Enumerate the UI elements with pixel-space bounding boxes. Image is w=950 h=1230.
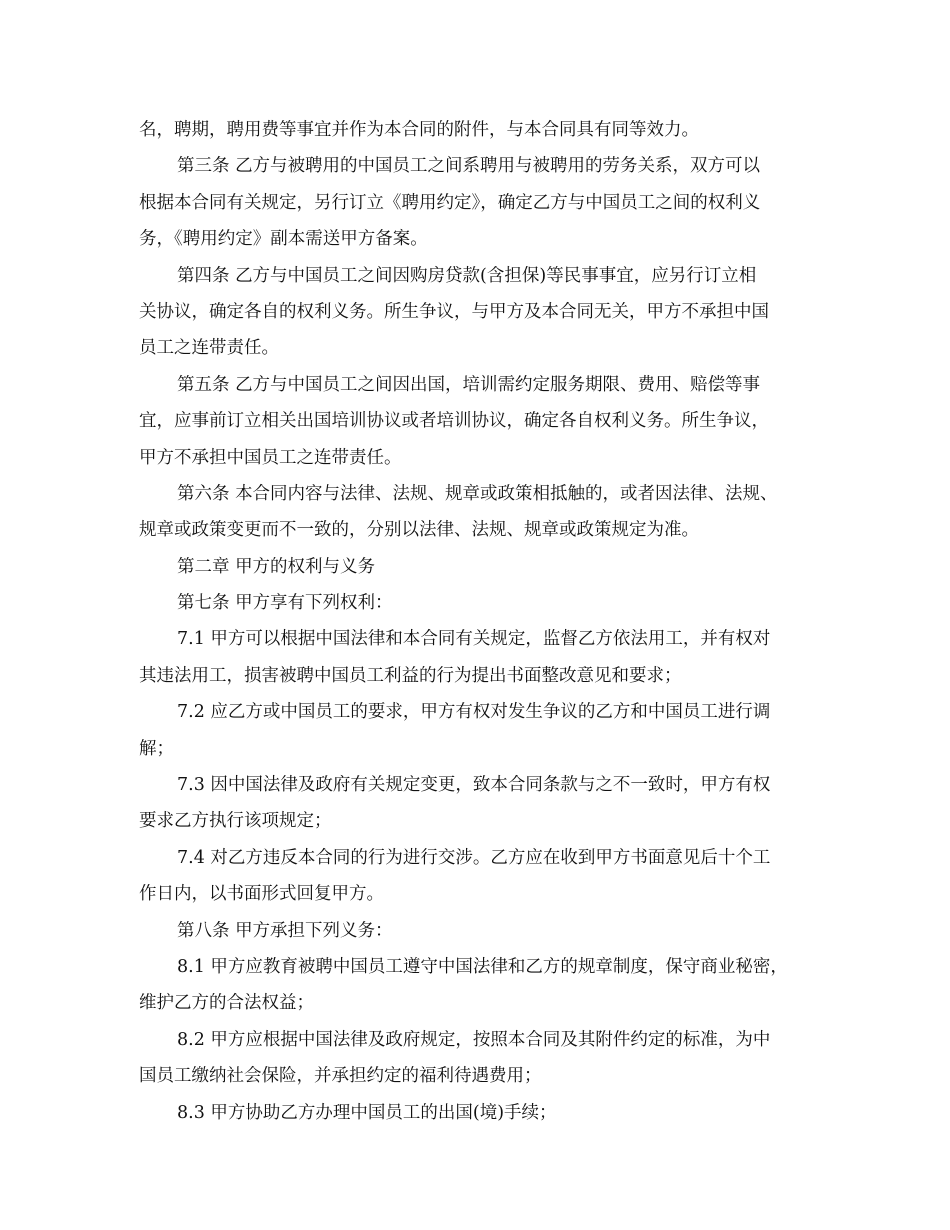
text-line: 规章或政策变更而不一致的，分别以法律、法规、规章或政策规定为准。 bbox=[139, 520, 699, 541]
text-line: 8.2 甲方应根据中国法律及政府规定，按照本合同及其附件约定的标准，为中 bbox=[177, 1029, 771, 1050]
text-line: 7.3 因中国法律及政府有关规定变更，致本合同条款与之不一致时，甲方有权 bbox=[177, 775, 771, 796]
text-line: 第六条 本合同内容与法律、法规、规章或政策相抵触的，或者因法律、法规、 bbox=[177, 483, 778, 504]
text-line: 7.4 对乙方违反本合同的行为进行交涉。乙方应在收到甲方书面意见后十个工 bbox=[177, 847, 771, 868]
text-line: 国员工缴纳社会保险，并承担约定的福利待遇费用； bbox=[139, 1066, 542, 1087]
text-line: 维护乙方的合法权益； bbox=[139, 993, 314, 1014]
text-line: 根据本合同有关规定，另行订立《聘用约定》，确定乙方与中国员工之间的权利义 bbox=[139, 192, 761, 213]
text-line: 宜，应事前订立相关出国培训协议或者培训协议，确定各自权利义务。所生争议， bbox=[139, 411, 769, 432]
text-line: 8.1 甲方应教育被聘中国员工遵守中国法律和乙方的规章制度，保守商业秘密， bbox=[177, 956, 788, 977]
text-line: 甲方不承担中国员工之连带责任。 bbox=[139, 447, 402, 468]
text-line: 名，聘期，聘用费等事宜并作为本合同的附件，与本合同具有同等效力。 bbox=[139, 120, 699, 140]
text-line: 第七条 甲方享有下列权利： bbox=[177, 593, 393, 614]
text-line: 要求乙方执行该项规定； bbox=[139, 811, 332, 832]
text-line: 务，《聘用约定》副本需送甲方备案。 bbox=[139, 229, 428, 250]
text-line: 7.1 甲方可以根据中国法律和本合同有关规定，监督乙方依法用工，并有权对 bbox=[177, 629, 771, 650]
text-line: 其违法用工，损害被聘中国员工利益的行为提出书面整改意见和要求； bbox=[139, 665, 682, 686]
text-line: 第四条 乙方与中国员工之间因购房贷款(含担保)等民事事宜，应另行订立相 bbox=[177, 265, 757, 286]
text-line: 第八条 甲方承担下列义务： bbox=[177, 920, 393, 941]
text-line: 7.2 应乙方或中国员工的要求，甲方有权对发生争议的乙方和中国员工进行调 bbox=[177, 702, 771, 723]
text-line: 第二章 甲方的权利与义务 bbox=[177, 556, 376, 577]
document-body bbox=[139, 112, 829, 1131]
text-line: 8.3 甲方协助乙方办理中国员工的出国(境)手续； bbox=[177, 1102, 557, 1123]
text-line: 第三条 乙方与被聘用的中国员工之间系聘用与被聘用的劳务关系，双方可以 bbox=[177, 156, 761, 177]
text-line: 解； bbox=[139, 738, 174, 759]
text-line: 员工之连带责任。 bbox=[139, 338, 279, 359]
text-line: 作日内，以书面形式回复甲方。 bbox=[139, 884, 384, 905]
text-line: 关协议，确定各自的权利义务。所生争议，与甲方及本合同无关，甲方不承担中国 bbox=[139, 301, 769, 322]
text-line: 第五条 乙方与中国员工之间因出国，培训需约定服务期限、费用、赔偿等事 bbox=[177, 374, 761, 395]
